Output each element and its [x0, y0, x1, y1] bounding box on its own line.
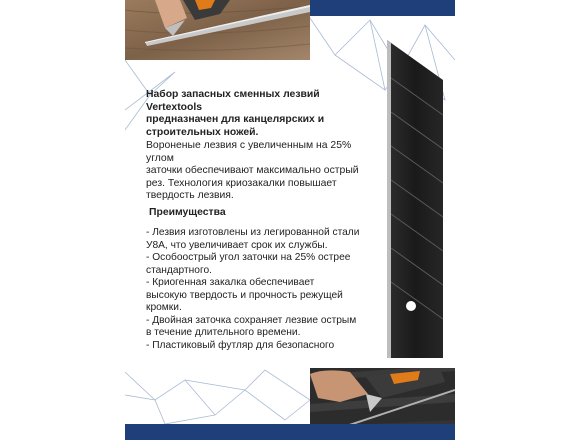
advantage-line: - Особоострый угол заточки на 25% острее — [146, 252, 351, 263]
advantage-line: - Криогенная закалка обеспечивает — [146, 277, 315, 288]
product-card — [125, 0, 455, 440]
details-line: рез. Технология криозакалки повышает — [146, 177, 337, 189]
advantage-line: - Лезвия изготовлены из легированной стали — [146, 227, 360, 238]
advantage-line: в течение длительного времени. — [146, 327, 301, 338]
advantage-line: - Пластиковый футляр для безопасного — [146, 339, 335, 351]
advantage-line: У8А, что увеличивает срок их службы. — [146, 239, 328, 251]
advantage-line: кромки. — [146, 302, 182, 313]
details-line: Вороненые лезвия с увеличенным на 25% углом — [146, 140, 352, 164]
bottom-blue-band — [125, 424, 455, 440]
intro-line: Набор запасных сменных лезвий Vertextools — [146, 89, 320, 113]
details-line: заточки обеспечивают максимально острый — [146, 165, 359, 177]
snap-off-blade-icon — [385, 40, 450, 360]
advantage-line: - Двойная заточка сохраняет лезвие острым — [146, 314, 357, 326]
advantage-line: стандартного. — [146, 264, 212, 276]
details-line: твердость лезвия. — [146, 190, 234, 202]
advantages-heading: Преимущества — [149, 207, 226, 218]
details-paragraph — [146, 140, 376, 203]
intro-line: предназначен для канцелярских и — [146, 114, 325, 126]
blade-hole — [406, 301, 416, 311]
advantage-line: высокую твердость и прочность режущей — [146, 289, 343, 301]
intro-line: строительных ножей. — [146, 126, 259, 138]
advantages-list — [146, 227, 381, 352]
intro-paragraph — [146, 89, 376, 139]
